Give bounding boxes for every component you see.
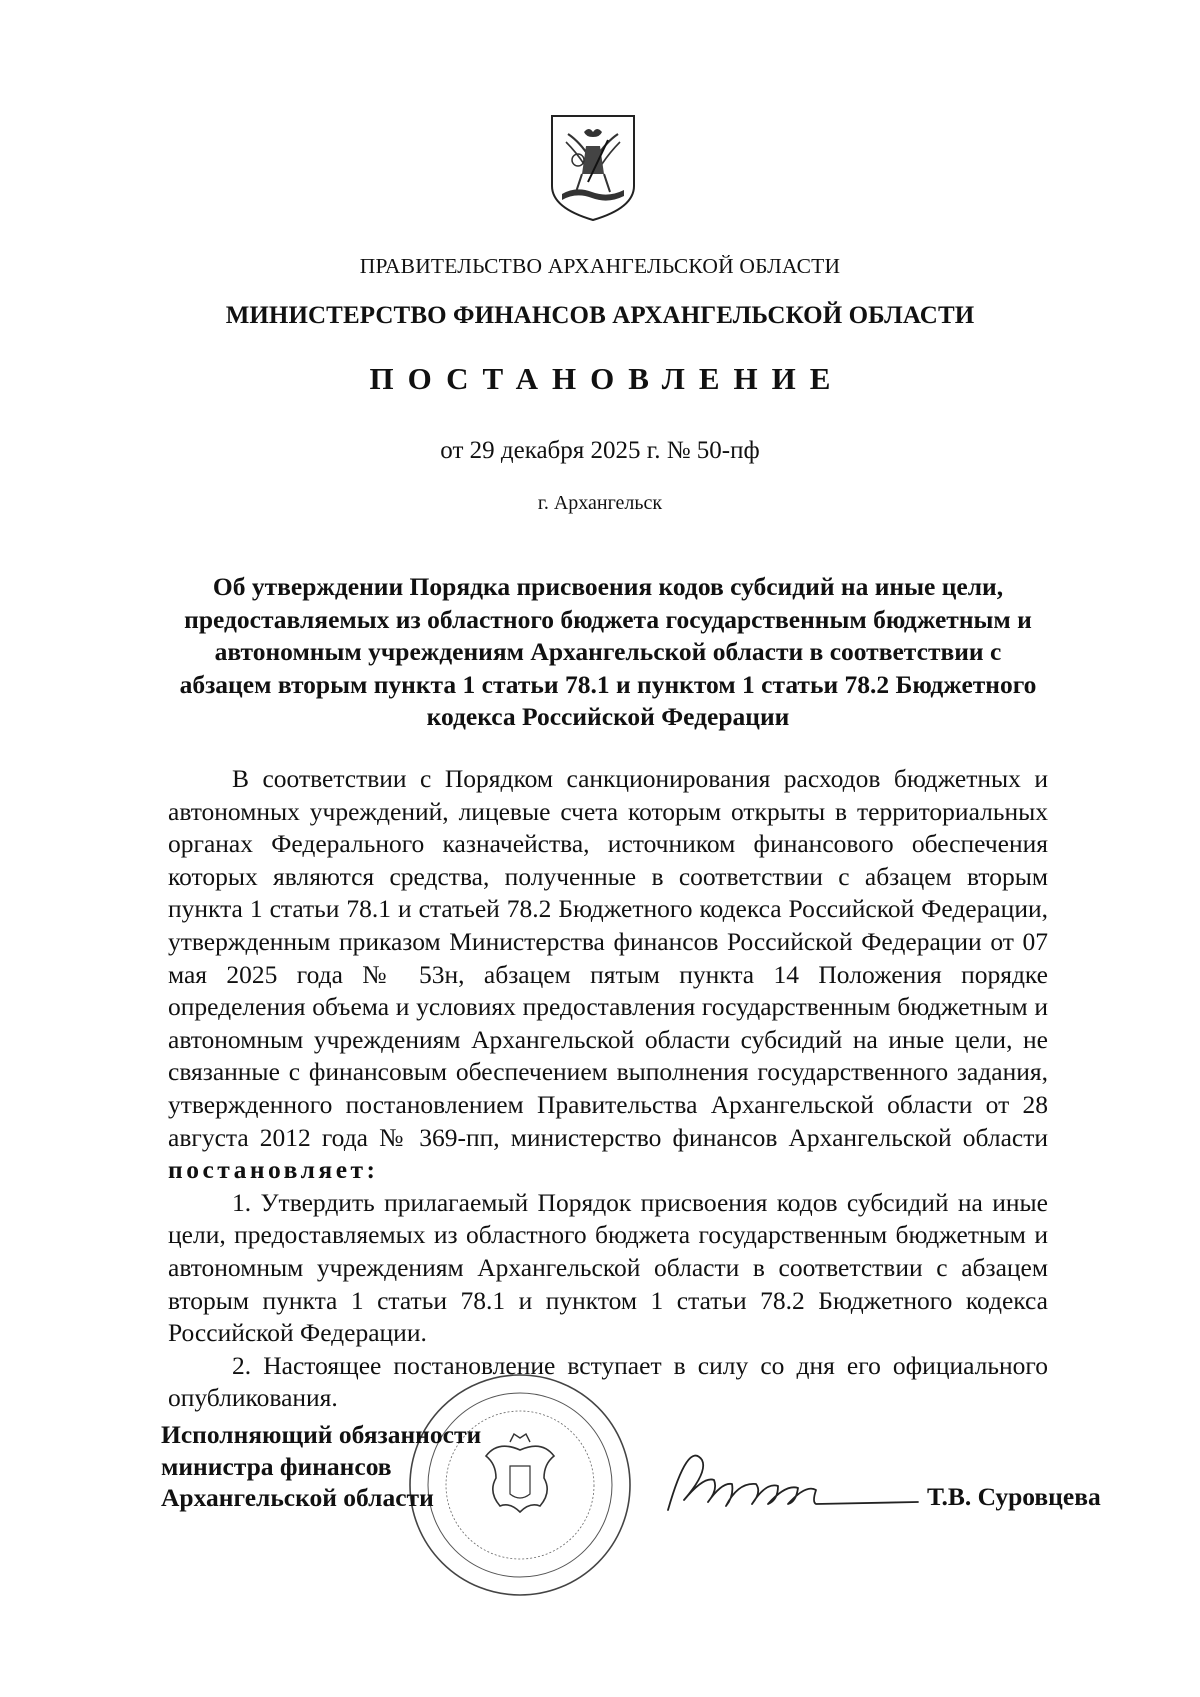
signatory-position-line-3: Архангельской области — [161, 1483, 434, 1512]
document-date-number: от 29 декабря 2025 г. № 50-пф — [440, 437, 760, 464]
ministry-name: МИНИСТЕРСТВО ФИНАНСОВ АРХАНГЕЛЬСКОЙ ОБЛАСТИ — [225, 302, 975, 329]
item-1: 1. Утвердить прилагаемый Порядок присвоения кодов субсидий на иные цели, предоставляемых из областного бюджета государственным бюджетным и автономным учреждениям Архангельской области в соответствии с абзацем вторым пункта 1 статьи 78.1 и пунктом 1 статьи 78.2 Бюджетного кодекса Российской Федерации. — [168, 1187, 1048, 1348]
government-name: ПРАВИТЕЛЬСТВО АРХАНГЕЛЬСКОЙ ОБЛАСТИ — [359, 254, 841, 278]
item-2: 2. Настоящее постановление вступает в силу со дня его официального опубликования. — [168, 1350, 1048, 1413]
handwritten-signature — [660, 1440, 920, 1530]
document-type: ПОСТАНОВЛЕНИЕ — [369, 361, 845, 396]
preamble-paragraph — [168, 763, 1048, 1187]
signatory-position — [161, 1419, 481, 1514]
signatory-position-line-1: Исполняющий обязанности — [161, 1420, 482, 1449]
signatory-name: Т.В. Суровцева — [927, 1482, 1101, 1511]
archangel-coat-of-arms-icon — [548, 112, 638, 224]
signatory-position-line-2: министра финансов — [161, 1451, 392, 1481]
document-city: г. Архангельск — [537, 492, 663, 514]
document-title: Об утверждении Порядка присвоения кодов субсидий на иные цели, предоставляемых из областного бюджета государственным бюджетным и автономным учреждениям Архангельской области в соответствии с абзацем вторым пункта 1 статьи 78.1 и пунктом 1 статьи 78.2 Бюджетного кодекса Российской Федерации — [179, 572, 1037, 731]
preamble-text: В соответствии с Порядком санкционирования расходов бюджетных и автономных учреждений, лицевые счета которым открыты в территориальных органах Федерального казначейства, источником финансового обеспечения которых являются средства, полученные в соответствии с абзацем вторым пункта 1 статьи 78.1 и статьей 78.2 Бюджетного кодекса Российской Федерации, утвержденным приказом Министерства финансов Российской Федерации от 07 мая 2025 года № 53н, абзацем пятым пункта 14 Положения порядке определения объема и условиях предоставления государственным бюджетным и автономным учреждениям Архангельской области субсидий на иные цели, не связанные с финансовым обеспечением выполнения государственного задания, утвержденного постановлением Правительства Архангельской области от 28 августа 2012 года № 369-пп, министерство финансов Архангельской области — [168, 764, 1048, 1152]
decree-word: постановляет: — [168, 1155, 379, 1185]
document-body — [168, 763, 1048, 1415]
